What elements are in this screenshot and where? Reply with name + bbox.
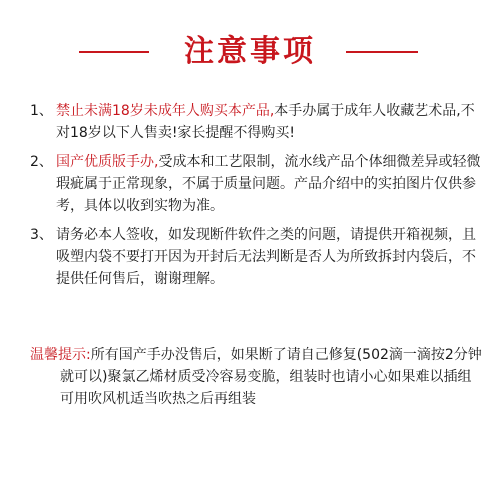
notice-highlight: 国产优质版手办,: [56, 154, 159, 170]
page-title: 注意事项: [184, 34, 316, 69]
notice-list: [30, 100, 482, 297]
warm-tip-body: [30, 344, 482, 410]
notice-number: 2、: [30, 154, 53, 170]
notice-body: [56, 224, 482, 290]
notice-body: [56, 151, 482, 217]
notice-number: 1、: [30, 103, 53, 119]
warm-tip: [30, 344, 482, 410]
notice-item-1: [30, 100, 482, 144]
notice-highlight: 禁止未满18岁未成年人购买本产品,: [56, 103, 275, 119]
title-divider-right: [346, 51, 418, 53]
notice-text: 受成本和工艺限制，流水线产品个体细微差异或轻微瑕疵属于正常现象，不属于质量问题。产品介绍中的实拍图片仅供参考，具体以收到实物为准。: [56, 154, 481, 214]
warm-tip-text: 所有国产手办没售后，如果断了请自己修复(502滴一滴按2分钟就可以)聚氯乙烯材质受冷容易变脆，组装时也请小心如果难以插组可用吹风机适当吹热之后再组装: [60, 347, 482, 407]
notice-number: 3、: [30, 227, 53, 243]
notice-text: 请务必本人签收，如发现断件软件之类的问题，请提供开箱视频，且吸塑内袋不要打开因为开封后无法判断是否人为所致拆封内袋后，不提供任何售后，谢谢理解。: [56, 227, 476, 287]
warm-tip-label: 温馨提示:: [30, 347, 91, 363]
title-divider-left: [79, 51, 149, 53]
title-row: [0, 30, 500, 74]
notice-item-2: [30, 151, 482, 217]
notice-body: [56, 100, 482, 144]
notice-item-3: [30, 224, 482, 290]
notice-text: 本手办属于成年人收藏艺术品,不对18岁以下人售卖!家长提醒不得购买!: [56, 103, 475, 141]
